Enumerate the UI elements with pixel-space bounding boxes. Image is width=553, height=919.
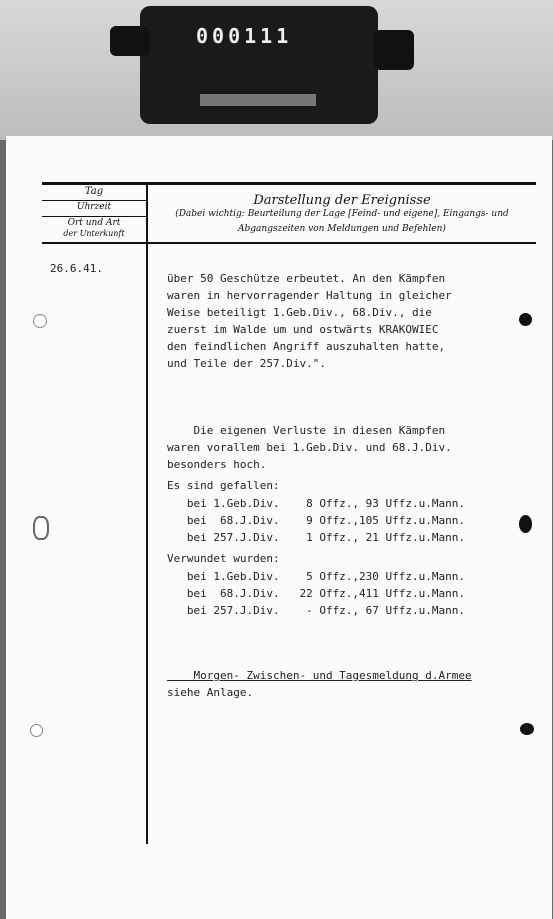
page-counter-device xyxy=(140,6,378,124)
text-line: Die eigenen Verluste in diesen Kämpfen xyxy=(167,424,446,437)
entry-date: 26.6.41. xyxy=(50,262,103,275)
text-line: Verwundet wurden: xyxy=(167,552,280,565)
text-line: bei 257.J.Div. - Offz., 67 Uffz.u.Mann. xyxy=(167,604,466,617)
text-line: Weise beteiligt 1.Geb.Div., 68.Div., die xyxy=(167,306,432,319)
text-line: Morgen- Zwischen- und Tagesmeldung d.Armee xyxy=(167,669,472,682)
text-line: besonders hoch. xyxy=(167,458,267,471)
header-unterkunft: der Unterkunft xyxy=(63,229,125,238)
header-subtitle-1: (Dabei wichtig: Beurteilung der Lage [Feind- und eigene], Eingangs- und xyxy=(175,209,509,219)
text-line: über 50 Geschütze erbeutet. An den Kämpfen xyxy=(167,272,446,285)
text-line: bei 257.J.Div. 1 Offz., 21 Uffz.u.Mann. xyxy=(167,531,466,544)
header-subtitle-2: Abgangszeiten von Meldungen und Befehlen) xyxy=(238,224,446,234)
text-line: zuerst im Walde um und ostwärts KRAKOWIEC xyxy=(167,323,439,336)
counter-digits: 000111 xyxy=(196,24,293,48)
punch-hole xyxy=(520,723,534,735)
counter-side xyxy=(374,30,414,70)
header-ort: Ort und Art xyxy=(67,218,121,228)
header-title: Darstellung der Ereignisse xyxy=(253,193,431,208)
punch-hole xyxy=(519,313,532,326)
punch-hole xyxy=(519,515,532,533)
text-line: waren vorallem bei 1.Geb.Div. und 68.J.Div. xyxy=(167,441,452,454)
document-page xyxy=(6,136,552,919)
punch-hole xyxy=(33,314,47,328)
text-line: waren in hervorragender Haltung in gleicher xyxy=(167,289,452,302)
column-divider xyxy=(146,182,148,844)
text-line: und Teile der 257.Div.". xyxy=(167,357,326,370)
text-line: bei 1.Geb.Div. 8 Offz., 93 Uffz.u.Mann. xyxy=(167,497,466,510)
counter-knob xyxy=(110,26,150,56)
header-uhrzeit: Uhrzeit xyxy=(76,202,112,212)
text-line: siehe Anlage. xyxy=(167,686,254,699)
header-rule-1 xyxy=(42,200,146,201)
header-tag: Tag xyxy=(84,186,104,197)
text-line: Es sind gefallen: xyxy=(167,479,280,492)
header-rule-2 xyxy=(42,216,146,217)
punch-hole xyxy=(33,516,49,540)
text-line: den feindlichen Angriff auszuhalten hatte, xyxy=(167,340,446,353)
header-bottom-rule xyxy=(42,242,536,244)
text-line: bei 1.Geb.Div. 5 Offz.,230 Uffz.u.Mann. xyxy=(167,570,466,583)
text-line: bei 68.J.Div. 22 Offz.,411 Uffz.u.Mann. xyxy=(167,587,466,600)
punch-hole xyxy=(30,724,43,737)
header-top-rule xyxy=(42,182,536,185)
counter-plate xyxy=(200,94,316,106)
text-line: bei 68.J.Div. 9 Offz.,105 Uffz.u.Mann. xyxy=(167,514,466,527)
